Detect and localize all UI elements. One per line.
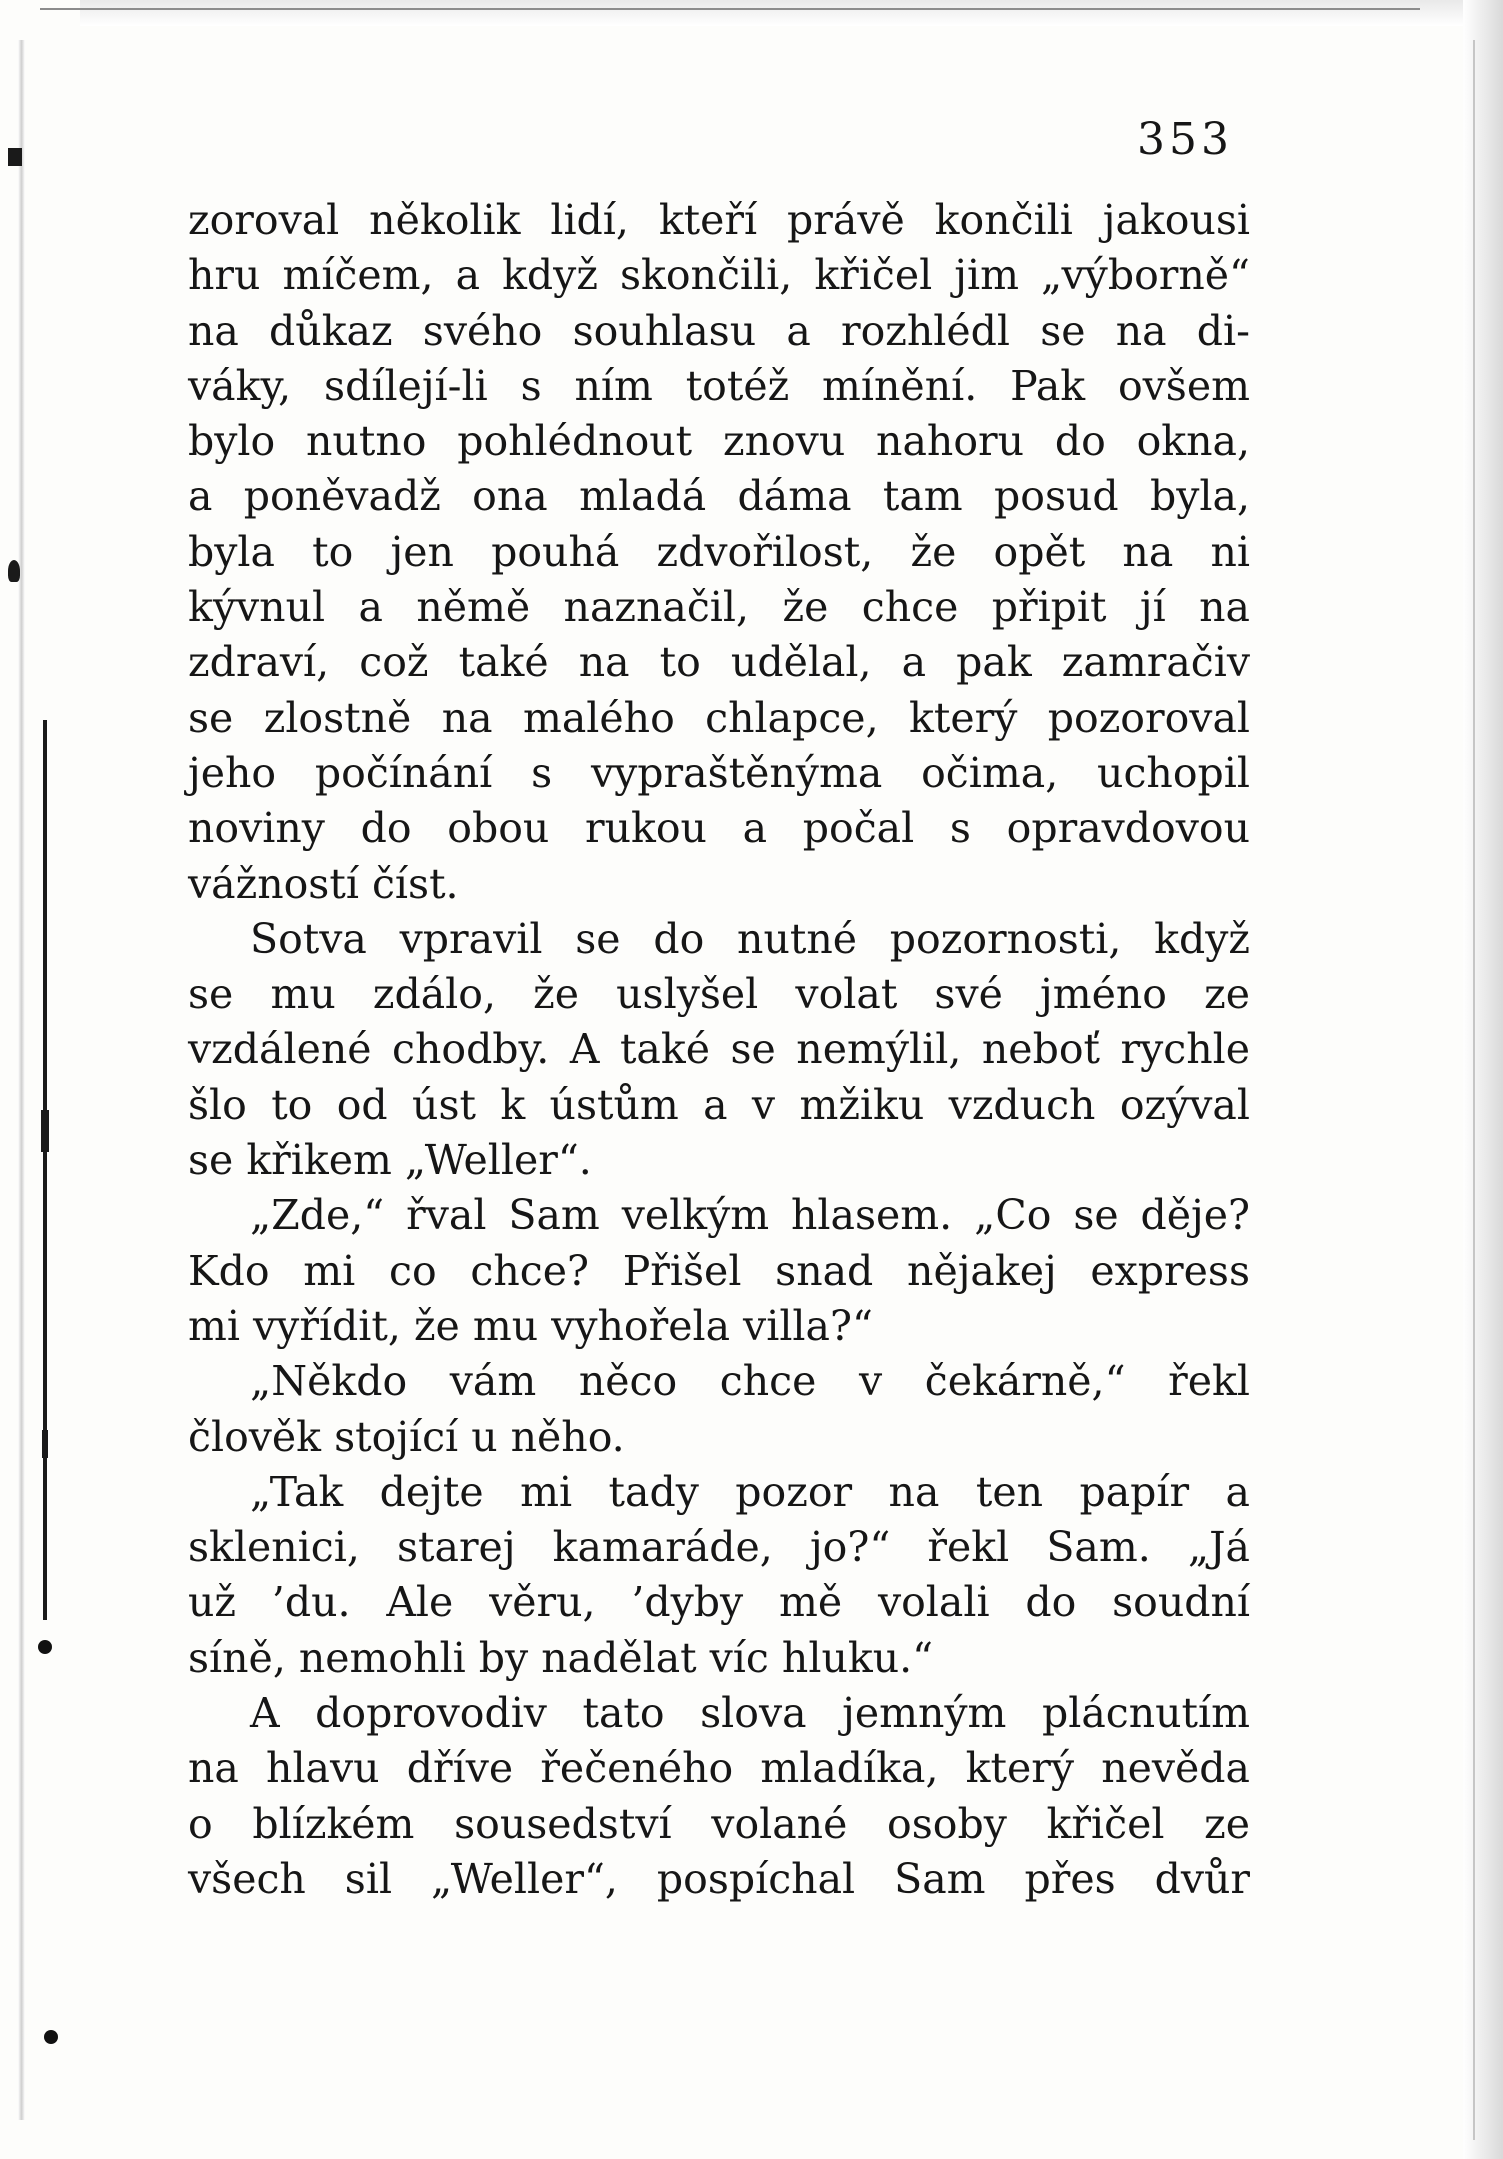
binding-spine-line xyxy=(18,40,25,2120)
text-line: šlo to od úst k ústům a v mžiku vzduch ozýval xyxy=(188,1080,1250,1129)
text-line: vážností číst. xyxy=(188,859,459,908)
paragraph-start-line: A doprovodiv tato slova jemným plácnutím xyxy=(250,1689,1250,1738)
text-line: zdraví, což také na to udělal, a pak zamračiv xyxy=(188,638,1250,687)
text-line: noviny do obou rukou a počal s opravdovou xyxy=(188,804,1250,853)
text-line: už ’du. Ale věru, ’dyby mě volali do soudní xyxy=(188,1578,1250,1627)
paragraph-start-line: „Někdo vám něco chce v čekárně,“ řekl xyxy=(250,1357,1250,1406)
text-line: sklenici, starej kamaráde, jo?“ řekl Sam. „Já xyxy=(188,1523,1250,1572)
page-number: 353 xyxy=(1137,114,1233,165)
text-line: o blízkém sousedství volané osoby křičel ze xyxy=(188,1799,1250,1848)
text-line: se křikem „Weller“. xyxy=(188,1136,592,1185)
paragraph-start-line: „Tak dejte mi tady pozor na ten papír a xyxy=(250,1467,1250,1516)
paragraph-start-line: Sotva vpravil se do nutné pozornosti, když xyxy=(250,914,1250,963)
text-line: bylo nutno pohlédnout znovu nahoru do okna, xyxy=(188,417,1250,466)
text-line: se mu zdálo, že uslyšel volat své jméno ze xyxy=(188,970,1250,1019)
text-line: hru míčem, a když skončili, křičel jim „výborně“ xyxy=(188,251,1250,300)
text-line: síně, nemohli by nadělat víc hluku.“ xyxy=(188,1633,934,1682)
binding-dot-lower xyxy=(38,1640,52,1654)
text-line: se zlostně na malého chlapce, který pozoroval xyxy=(188,693,1250,742)
page-right-edge xyxy=(1463,0,1503,2159)
text-line: na hlavu dříve řečeného mladíka, který nevěda xyxy=(188,1744,1250,1793)
page-top-edge xyxy=(80,0,1503,26)
text-line: na důkaz svého souhlasu a rozhlédl se na di- xyxy=(188,306,1250,355)
text-line: a poněvadž ona mladá dáma tam posud byla, xyxy=(188,472,1250,521)
text-line: všech sil „Weller“, pospíchal Sam přes dvůr xyxy=(188,1854,1250,1903)
text-line: zoroval několik lidí, kteří právě končili jakousi xyxy=(188,196,1250,244)
page-top-border-line xyxy=(40,8,1420,10)
binding-mark-top xyxy=(8,148,22,166)
page-right-border-line xyxy=(1473,40,1475,2140)
binding-margin xyxy=(0,0,70,2159)
binding-mark-lower xyxy=(42,1430,48,1458)
text-line: jeho počínání s vypraštěnýma očima, uchopil xyxy=(188,748,1250,797)
body-text xyxy=(188,193,1250,1907)
text-line: člověk stojící u něho. xyxy=(188,1412,625,1461)
text-line: mi vyřídit, že mu vyhořela villa?“ xyxy=(188,1301,873,1350)
text-line: byla to jen pouhá zdvořilost, že opět na ni xyxy=(188,527,1250,576)
binding-mark-upper xyxy=(8,560,20,582)
text-line: Kdo mi co chce? Přišel snad nějakej express xyxy=(188,1246,1250,1295)
text-line: kývnul a němě naznačil, že chce připit jí na xyxy=(188,583,1250,632)
binding-dot-bottom xyxy=(44,2030,58,2044)
binding-thread-line xyxy=(43,720,47,1620)
paragraph-start-line: „Zde,“ řval Sam velkým hlasem. „Co se děje? xyxy=(250,1191,1250,1240)
binding-mark-middle xyxy=(41,1110,49,1152)
text-line: váky, sdílejí-li s ním totéž mínění. Pak ovšem xyxy=(188,361,1250,410)
text-line: vzdálené chodby. A také se nemýlil, neboť rychle xyxy=(188,1025,1250,1074)
